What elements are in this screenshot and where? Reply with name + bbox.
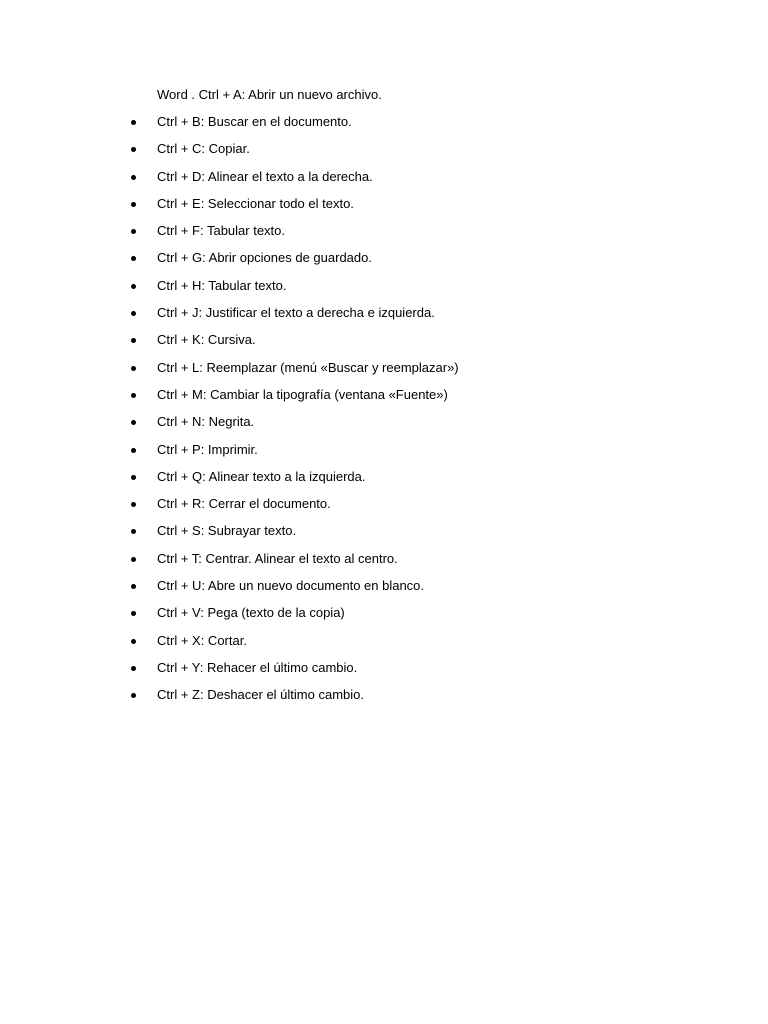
bullet-icon — [131, 147, 136, 152]
bullet-icon — [131, 611, 136, 616]
list-item-text: Ctrl + V: Pega (texto de la copia) — [157, 605, 345, 621]
list-item-text: Ctrl + T: Centrar. Alinear el texto al centro. — [157, 550, 398, 566]
list-item-text: Ctrl + G: Abrir opciones de guardado. — [157, 250, 372, 266]
list-item-text: Ctrl + E: Seleccionar todo el texto. — [157, 195, 354, 211]
bullet-icon — [131, 175, 136, 180]
bullet-icon — [131, 229, 136, 234]
intro-line: Word . Ctrl + A: Abrir un nuevo archivo. — [157, 87, 382, 102]
bullet-icon — [131, 666, 136, 671]
list-item-text: Ctrl + X: Cortar. — [157, 632, 247, 648]
bullet-icon — [131, 202, 136, 207]
list-item-text: Ctrl + Q: Alinear texto a la izquierda. — [157, 468, 366, 484]
bullet-icon — [131, 448, 136, 453]
list-item-text: Ctrl + Y: Rehacer el último cambio. — [157, 659, 358, 675]
bullet-icon — [131, 475, 136, 480]
list-item-text: Ctrl + R: Cerrar el documento. — [157, 496, 331, 512]
list-item-text: Ctrl + M: Cambiar la tipografía (ventana «Fuente») — [157, 386, 448, 402]
list-item-text: Ctrl + F: Tabular texto. — [157, 223, 286, 239]
bullet-icon — [131, 529, 136, 534]
bullet-icon — [131, 693, 136, 698]
list-item-text: Ctrl + N: Negrita. — [157, 414, 255, 430]
bullet-icon — [131, 420, 136, 425]
bullet-icon — [131, 311, 136, 316]
list-item-text: Ctrl + P: Imprimir. — [157, 441, 258, 457]
bullet-icon — [131, 584, 136, 589]
bullet-icon — [131, 502, 136, 507]
bullet-icon — [131, 557, 136, 562]
bullet-icon — [131, 120, 136, 125]
list-item-text: Ctrl + C: Copiar. — [157, 141, 250, 157]
list-item-text: Ctrl + H: Tabular texto. — [157, 277, 287, 293]
list-item-text: Ctrl + S: Subrayar texto. — [157, 523, 297, 539]
list-item-text: Ctrl + K: Cursiva. — [157, 332, 256, 348]
list-item-text: Ctrl + B: Buscar en el documento. — [157, 114, 352, 129]
list-item-text: Ctrl + L: Reemplazar (menú «Buscar y reemplazar») — [157, 359, 459, 375]
list-item-text: Ctrl + Z: Deshacer el último cambio. — [157, 687, 364, 703]
bullet-icon — [131, 284, 136, 289]
list-item-text: Ctrl + J: Justificar el texto a derecha e izquierda. — [157, 305, 435, 321]
list-item-text: Ctrl + U: Abre un nuevo documento en blanco. — [157, 578, 425, 594]
bullet-icon — [131, 366, 136, 371]
bullet-icon — [131, 393, 136, 398]
bullet-icon — [131, 338, 136, 343]
bullet-icon — [131, 256, 136, 261]
bullet-icon — [131, 639, 136, 644]
list-item-text: Ctrl + D: Alinear el texto a la derecha. — [157, 168, 373, 184]
